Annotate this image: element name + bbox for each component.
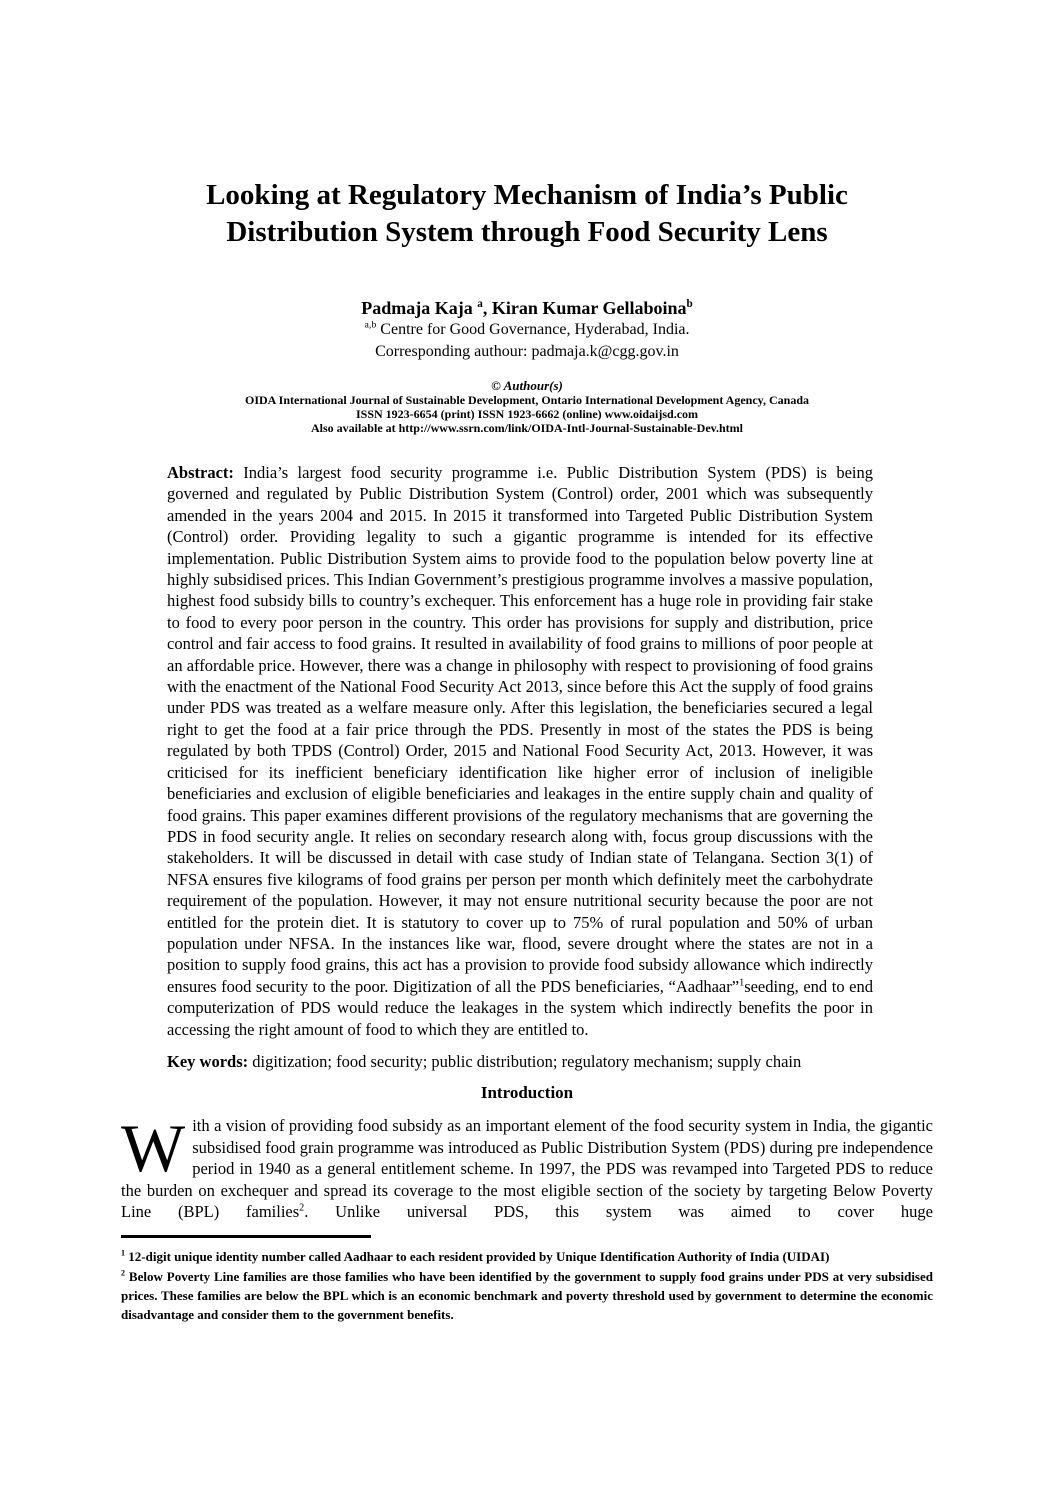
corresponding-author-text: Corresponding authour: padmaja.k@cgg.gov.in: [375, 343, 679, 360]
author-1: Padmaja Kaja: [361, 298, 478, 318]
affiliation-marks: a,b: [364, 319, 377, 331]
availability-line: Also available at http://www.ssrn.com/link/OIDA-Intl-Journal-Sustainable-Dev.html: [310, 421, 744, 435]
paper-title-line2: Distribution System through Food Security Lens: [226, 216, 828, 248]
keywords-label: Key words:: [167, 1051, 249, 1071]
authors-separator: ,: [482, 298, 492, 318]
affiliation-text: Centre for Good Governance, Hyderabad, India.: [376, 321, 690, 338]
copyright-line: © Authour(s): [491, 378, 563, 393]
footnote-1-text: 12-digit unique identity number called Aadhaar to each resident provided by Unique Identification Authority of India (UIDAI): [125, 1249, 830, 1265]
introduction-text-part2: . Unlike universal PDS, this system was aimed to cover huge: [304, 1202, 934, 1221]
affiliation-line: [121, 319, 933, 341]
abstract-label: Abstract:: [167, 463, 234, 482]
footnotes-section: [121, 1235, 933, 1324]
drop-cap: W: [121, 1110, 186, 1187]
journal-line: OIDA International Journal of Sustainable Development, Ontario International Development Agency, Canada: [244, 393, 810, 407]
author-2: Kiran Kumar Gellaboina: [491, 298, 687, 318]
footnote-2-text: Below Poverty Line families are those families who have been identified by the government to supply food grains under PDS at very subsidised prices. These families are below the BPL which is an economic benchmark and poverty threshold used by government to determine the economic disadvantage and consider them to the government benefits.: [121, 1268, 933, 1323]
corresponding-author-line: [121, 341, 933, 363]
footnote-separator-rule: [121, 1235, 371, 1238]
introduction-footnote-ref-2: 2: [299, 1202, 305, 1214]
introduction-heading: Introduction: [480, 1083, 574, 1103]
abstract-text-part1: India’s largest food security programme i.e. Public Distribution System (PDS) is being governed and regulated by Public Distribution System (Control) order, 2001 which was subsequently amended in the years 2004 and 2015. In 2015 it transformed into Targeted Public Distribution System (Control) order. Providing legality to such a gigantic programme is intended for its effective implementation. Public Distribution System aims to provide food to the population below poverty line at highly subsidised prices. This Indian Government’s prestigious programme involves a massive population, highest food subsidy bills to country’s exchequer. This enforcement has a huge role in providing fair stake to food to every poor person in the country. This order has provisions for supply and distribution, price control and fair access to food grains. It resulted in availability of food grains to millions of poor people at an affordable price. However, there was a change in philosophy with respect to provisioning of food grains with the enactment of the National Food Security Act 2013, since before this Act the supply of food grains under PDS was treated as a welfare measure only. After this legislation, the beneficiaries secured a legal right to get the food at a fair price through the PDS. Presently in most of the states the PDS is being regulated by both TPDS (Control) Order, 2015 and National Food Security Act, 2013. However, it was criticised for its inefficient beneficiary identification like higher error of inclusion of ineligible beneficiaries and exclusion of eligible beneficiaries and leakages in the entire supply chain and quality of food grains. This paper examines different provisions of the regulatory mechanisms that are governing the PDS in food security angle. It relies on secondary research along with, focus group discussions with the stakeholders. It will be discussed in detail with case study of Indian state of Telangana. Section 3(1) of NFSA ensures five kilograms of food grains per person per month which definitely meet the carbohydrate requirement of the population. However, it may not ensure nutritional security because the poor are not entitled for the protein diet. It is statutory to cover up to 75% of rural population and 50% of urban population under NFSA. In the instances like war, flood, severe drought where the states are not in a position to supply food grains, this act has a provision to provide food subsidy allowance which indirectly ensures food security to the poor. Digitization of all the PDS beneficiaries, “Aadhaar”: [167, 463, 873, 996]
introduction-paragraph: [121, 1110, 934, 1222]
author-2-affiliation-mark: b: [686, 298, 693, 310]
footnote-2-marker: 2: [121, 1268, 126, 1278]
keywords-line: [167, 1051, 873, 1072]
abstract-text-part2: seeding, end to end computerization of PDS would reduce the leakages in the system which indirectly benefits the poor in accessing the right amount of food to which they are entitled to.: [167, 976, 874, 1039]
abstract-paragraph: [167, 462, 873, 1040]
keywords-text: digitization; food security; public distribution; regulatory mechanism; supply chain: [248, 1051, 802, 1071]
authors-line: [121, 297, 933, 319]
introduction-text-part1: ith a vision of providing food subsidy as an important element of the food security system in India, the gigantic subsidised food grain programme was introduced as Public Distribution System (PDS) during pre independence period in 1940 as a general entitlement scheme. In 1997, the PDS was revamped into Targeted PDS to reduce the burden on exchequer and spread its coverage to the most eligible section of the society by targeting Below Poverty Line (BPL) families: [121, 1116, 933, 1221]
footnote-2: [121, 1267, 933, 1325]
paper-title: [121, 177, 933, 251]
abstract-footnote-ref-1: 1: [739, 977, 745, 989]
publisher-block: [121, 378, 933, 435]
footnote-1-marker: 1: [121, 1249, 126, 1259]
author-1-affiliation-mark: a: [477, 298, 483, 310]
issn-line: ISSN 1923-6654 (print) ISSN 1923-6662 (online) www.oidaijsd.com: [355, 407, 699, 421]
paper-title-line1: Looking at Regulatory Mechanism of India’s Public: [206, 179, 848, 211]
footnote-1: [121, 1247, 933, 1266]
